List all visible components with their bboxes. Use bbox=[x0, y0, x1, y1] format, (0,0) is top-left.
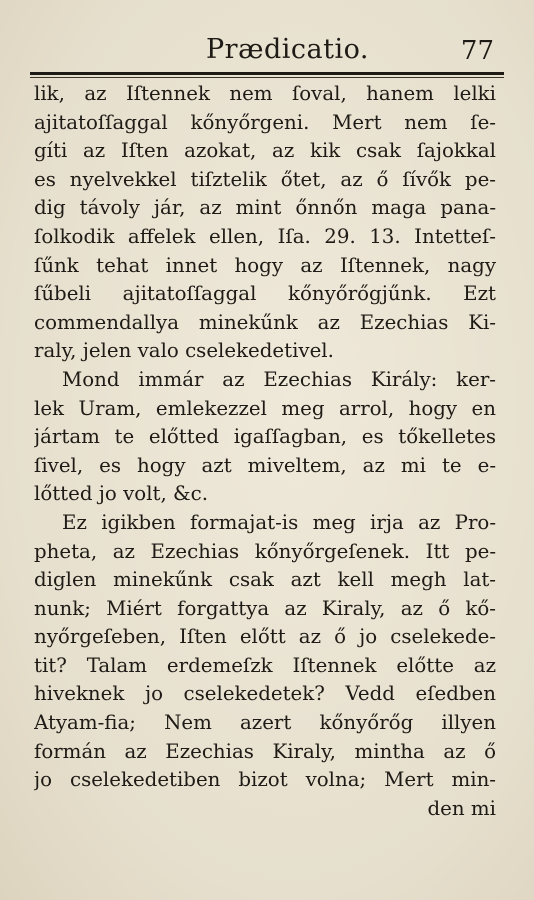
header-rule bbox=[30, 72, 504, 75]
header-rule-thin bbox=[30, 77, 504, 78]
text-line: Atyam-fia; Nem azert kőnyőrőg illyen bbox=[34, 711, 496, 735]
text-line: formán az Ezechias Kiraly, mintha az ő bbox=[34, 739, 496, 763]
text-line: nunk; Miért forgattya az Kiraly, az ő kő- bbox=[34, 596, 496, 620]
text-line: tit? Talam erdemeſzk Iſtennek előtte az bbox=[34, 653, 496, 677]
text-line: commendallya minekűnk az Ezechias Ki- bbox=[34, 310, 496, 334]
text-line: ſolkodik affelek ellen, Iſa. 29. 13. Intetteſ- bbox=[34, 224, 496, 248]
page-number: 77 bbox=[460, 36, 494, 66]
text-line: gíti az Iſten azokat, az kik csak ſajokkal bbox=[34, 139, 496, 163]
text-line: ſűbeli ajitatoſſaggal kőnyőrőgjűnk. Ezt bbox=[34, 282, 496, 306]
running-title: Prædicatio. bbox=[206, 34, 369, 65]
text-line: diglen minekűnk csak azt kell megh lat- bbox=[34, 568, 496, 592]
text-line: lik, az Iſtennek nem ſoval, hanem lelki bbox=[34, 82, 496, 105]
body-text bbox=[34, 80, 496, 823]
text-line: nyőrgeſeben, Iſten előtt az ő jo cselekede- bbox=[34, 625, 496, 649]
catchword: den mi bbox=[427, 796, 496, 820]
page-header bbox=[26, 30, 508, 76]
text-line: jo cselekedetiben bizot volna; Mert min- bbox=[34, 768, 496, 792]
text-line: pheta, az Ezechias kőnyőrgeſenek. Itt pe- bbox=[34, 539, 496, 563]
text-line: ajitatoſſaggal kőnyőrgeni. Mert nem ſe- bbox=[34, 110, 496, 134]
text-line: dig távoly jár, az mint őnnőn maga pana- bbox=[34, 196, 496, 220]
text-line: raly, jelen valo cselekedetivel. bbox=[34, 339, 334, 363]
text-line: lek Uram, emlekezzel meg arrol, hogy en bbox=[34, 396, 496, 420]
text-line: jártam te előtted igaſſagban, es tőkelletes bbox=[34, 425, 496, 449]
text-line: ſivel, es hogy azt miveltem, az mi te e- bbox=[34, 453, 496, 477]
text-line: es nyelvekkel tiſztelik őtet, az ő ſívők pe- bbox=[34, 167, 496, 191]
text-line: Mond immár az Ezechias Király: ker- bbox=[62, 367, 496, 391]
text-line: lőtted jo volt, &c. bbox=[34, 482, 209, 506]
text-line: hiveknek jo cselekedetek? Vedd eſedben bbox=[34, 682, 496, 706]
text-line: Ez igikben formajat-is meg irja az Pro- bbox=[62, 510, 496, 534]
text-line: ſűnk tehat innet hogy az Iſtennek, nagy bbox=[34, 253, 496, 277]
